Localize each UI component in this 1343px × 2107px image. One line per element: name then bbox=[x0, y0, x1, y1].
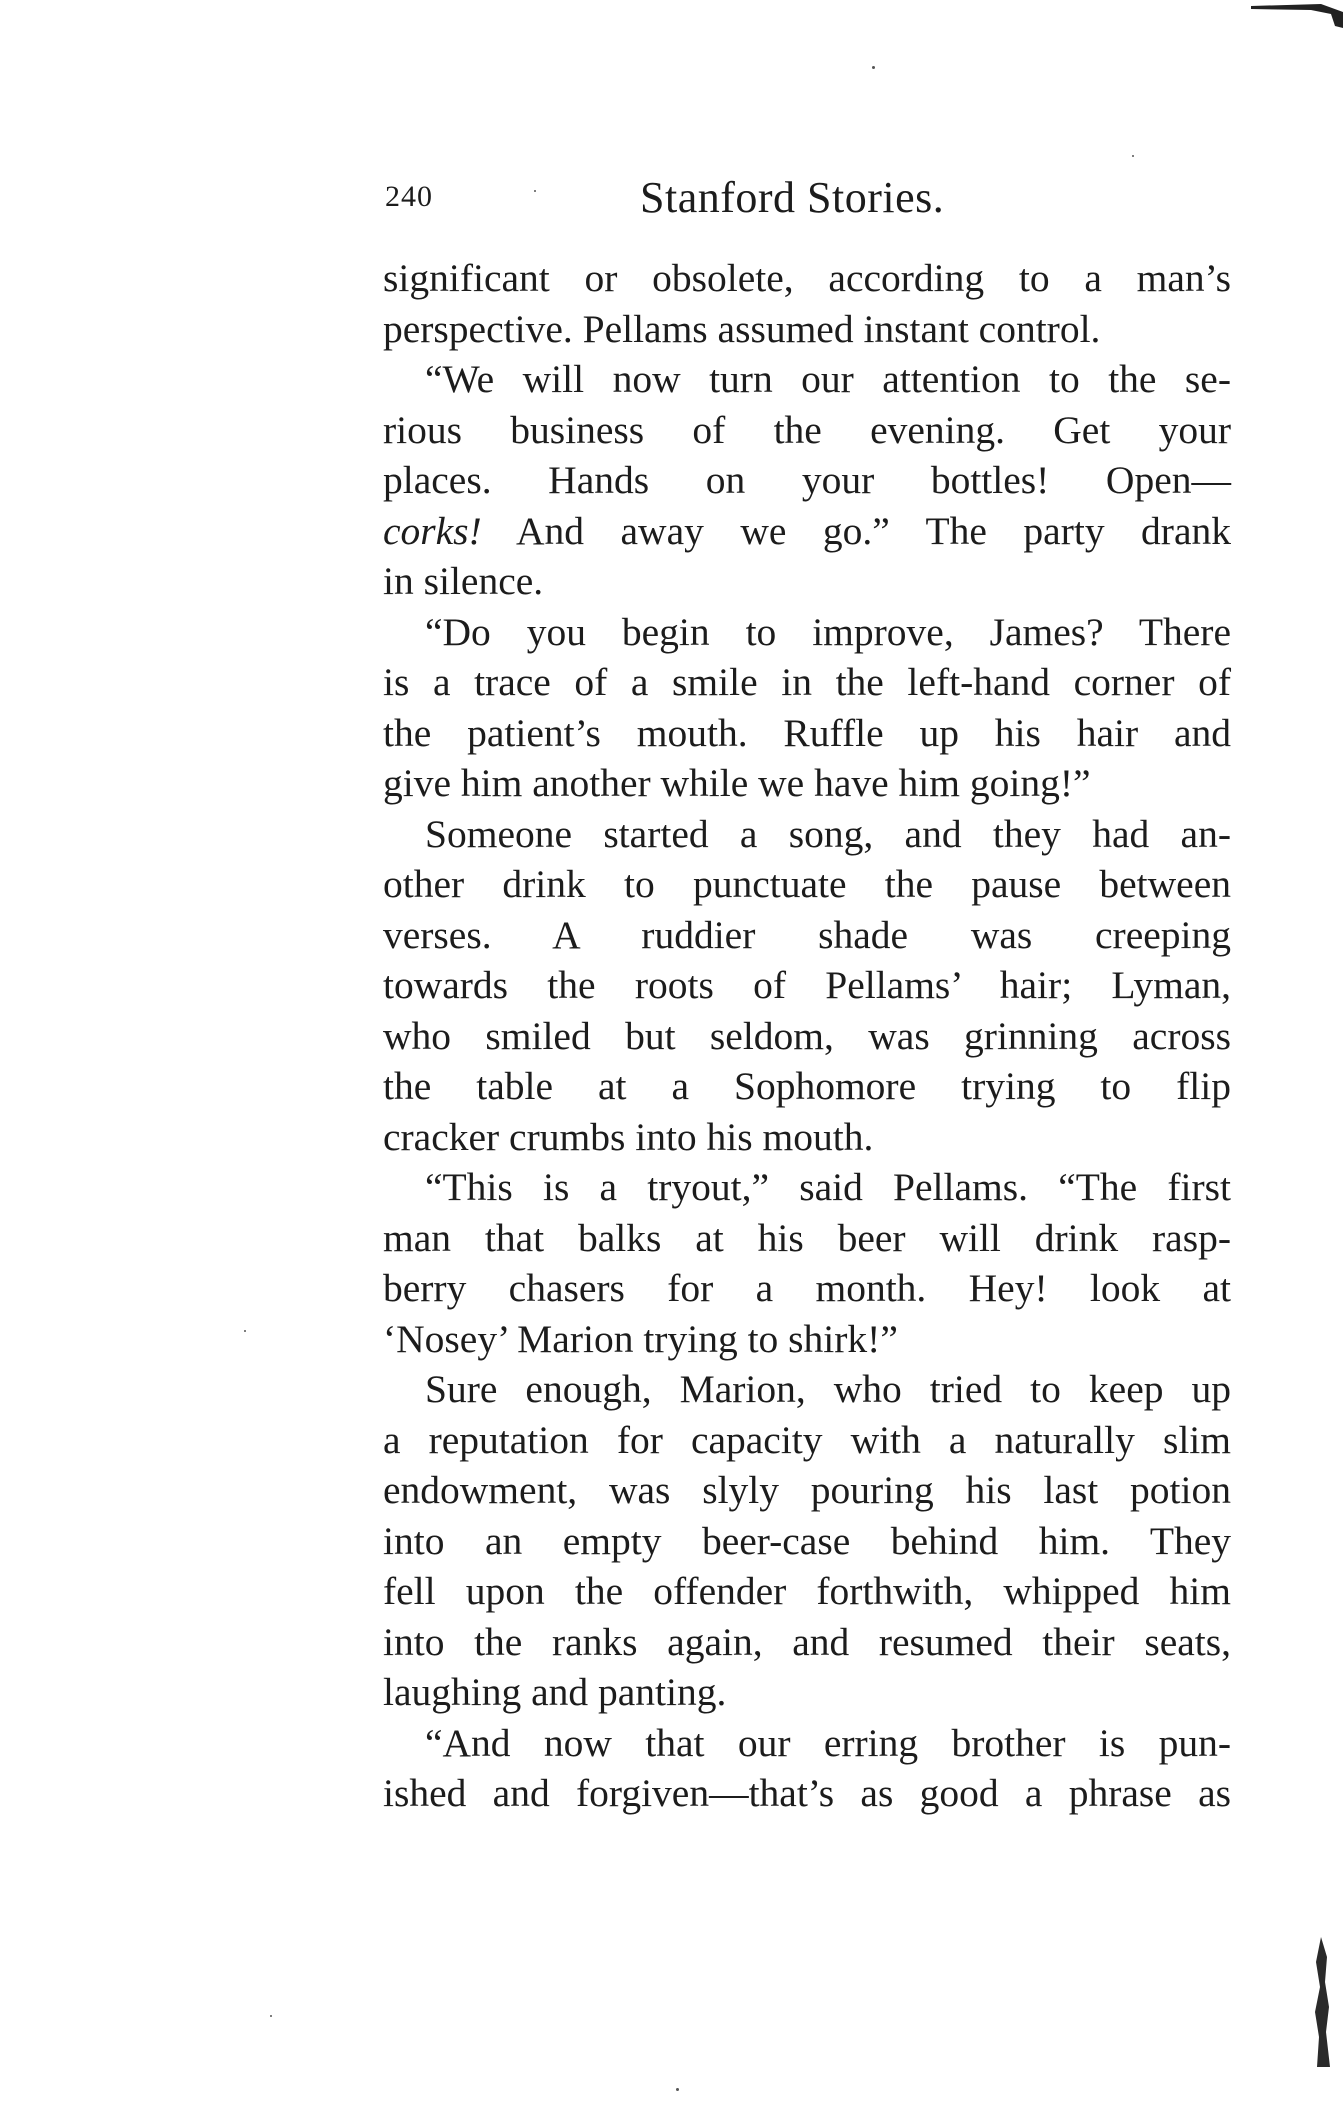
scan-speck bbox=[534, 190, 536, 192]
text-line: cracker crumbs into his mouth. bbox=[383, 1114, 874, 1159]
body-text bbox=[383, 253, 1231, 1819]
text-line: significant or obsolete, according to a man’s bbox=[383, 256, 1231, 300]
scan-speck bbox=[1132, 155, 1134, 157]
text-line: fell upon the offender forthwith, whipped him bbox=[383, 1569, 1231, 1613]
text-line: perspective. Pellams assumed instant control. bbox=[383, 306, 1101, 351]
text-line: places. Hands on your bottles! Open— bbox=[383, 458, 1231, 502]
text-line: man that balks at his beer will drink rasp- bbox=[383, 1215, 1231, 1260]
text-line: into the ranks again, and resumed their seats, bbox=[383, 1619, 1231, 1664]
text-line: ‘Nosey’ Marion trying to shirk!” bbox=[383, 1316, 898, 1361]
text-line: berry chasers for a month. Hey! look at bbox=[383, 1266, 1231, 1310]
text-line: endowment, was slyly pouring his last potion bbox=[383, 1468, 1231, 1512]
text-line: give him another while we have him going!” bbox=[383, 761, 1091, 805]
text-fragment: And away we go.” The party drank bbox=[516, 508, 1231, 553]
text-line: ished and forgiven—that’s as good a phrase as bbox=[383, 1771, 1231, 1815]
text-line: the table at a Sophomore trying to flip bbox=[383, 1064, 1231, 1108]
text-line: a reputation for capacity with a naturally slim bbox=[383, 1417, 1231, 1462]
scan-speck bbox=[270, 2015, 272, 2017]
text-line: Someone started a song, and they had an- bbox=[425, 811, 1231, 856]
scan-edge-mark-bottom bbox=[1311, 1937, 1333, 2067]
page-number: 240 bbox=[385, 180, 433, 213]
italic-fragment: corks! bbox=[383, 508, 482, 553]
text-line: verses. A ruddier shade was creeping bbox=[383, 912, 1231, 957]
running-title: Stanford Stories. bbox=[640, 173, 945, 222]
text-line bbox=[383, 506, 1231, 557]
text-line: in silence. bbox=[383, 559, 544, 603]
scan-speck bbox=[676, 2088, 679, 2091]
text-line: “We will now turn our attention to the se- bbox=[425, 357, 1231, 401]
text-line: rious business of the evening. Get your bbox=[383, 407, 1231, 452]
scan-edge-mark-top bbox=[1251, 0, 1343, 30]
text-line: other drink to punctuate the pause between bbox=[383, 862, 1231, 906]
text-line: into an empty beer-case behind him. They bbox=[383, 1518, 1231, 1563]
text-line: Sure enough, Marion, who tried to keep up bbox=[425, 1367, 1231, 1411]
scan-speck bbox=[244, 1330, 246, 1332]
text-line: “Do you begin to improve, James? There bbox=[425, 609, 1231, 654]
text-line: the patient’s mouth. Ruffle up his hair and bbox=[383, 710, 1231, 755]
text-line: “This is a tryout,” said Pellams. “The first bbox=[425, 1165, 1231, 1209]
text-line: towards the roots of Pellams’ hair; Lyman, bbox=[383, 963, 1231, 1007]
scan-speck bbox=[872, 66, 875, 69]
text-line: is a trace of a smile in the left-hand corner of bbox=[383, 660, 1231, 704]
text-line: “And now that our erring brother is pun- bbox=[425, 1720, 1231, 1765]
text-line: laughing and panting. bbox=[383, 1670, 727, 1714]
text-line: who smiled but seldom, was grinning across bbox=[383, 1013, 1231, 1058]
